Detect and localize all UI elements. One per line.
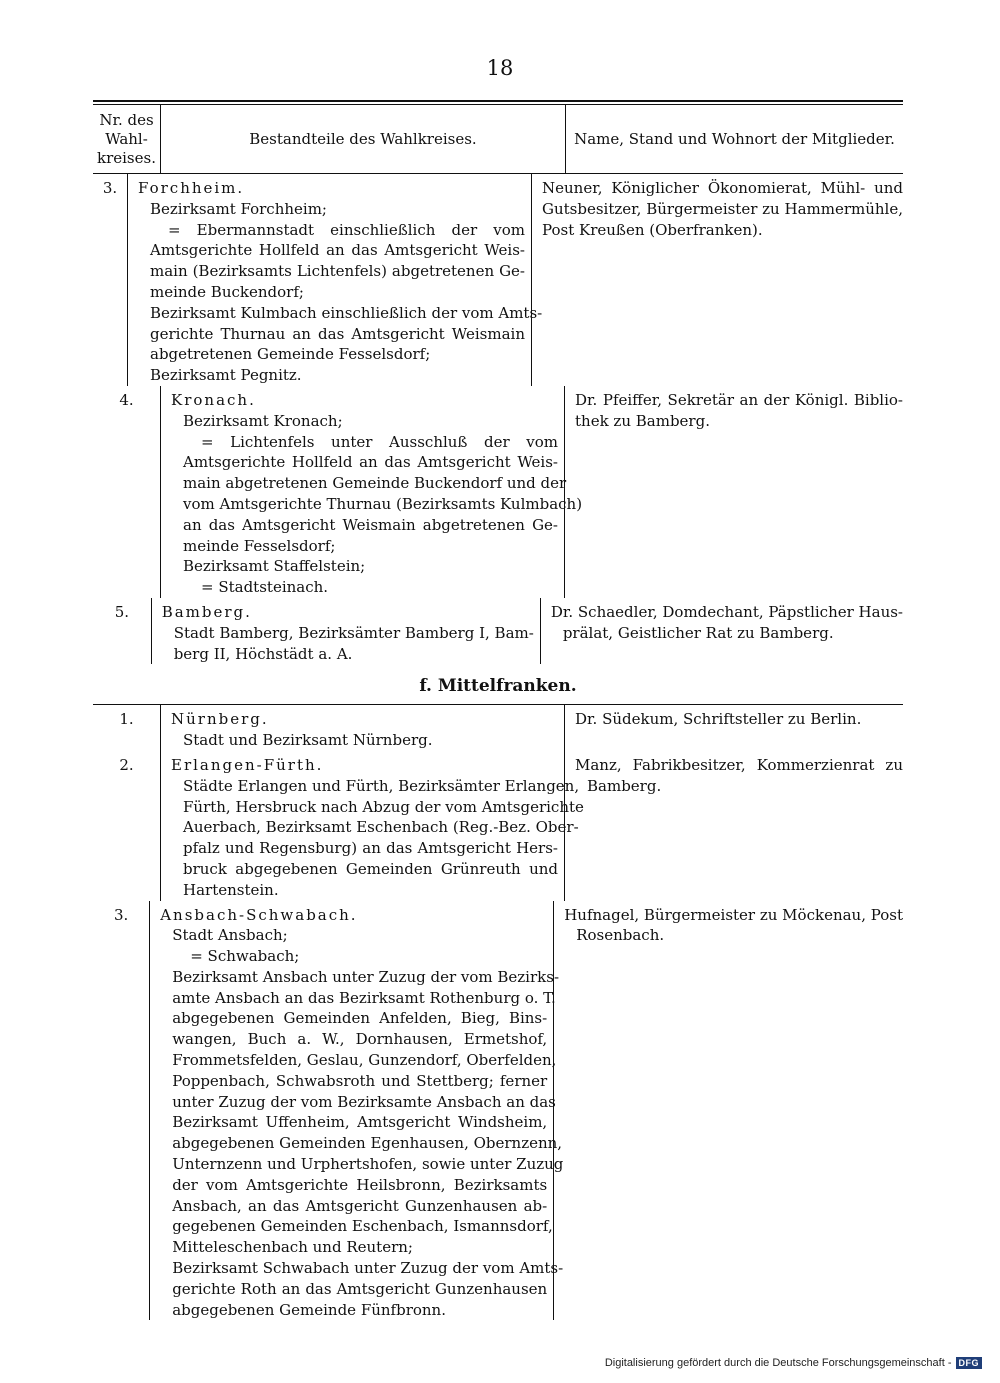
district-name: Erlangen-Fürth. — [171, 755, 324, 774]
component-line: Poppenbach, Schwabsroth und Stettberg; ferner — [172, 1071, 548, 1090]
member-line: Gutsbesitzer, Bürgermeister zu Hammermühle, — [542, 199, 903, 218]
component-line: abgetretenen Gemeinde Fesselsdorf; — [150, 345, 431, 364]
district-number: 3. — [113, 905, 129, 924]
component-line: abgegebenen Gemeinden Egenhausen, Obernzenn, — [172, 1134, 563, 1153]
member-line: Neuner, Königlicher Ökonomierat, Mühl- und — [542, 179, 903, 197]
component-line: Hartenstein. — [183, 880, 279, 899]
component-line: Stadt Bamberg, Bezirksämter Bamberg I, Bam- — [173, 623, 534, 642]
component-line: pfalz und Regensburg) an das Amtsgericht Hers- — [183, 839, 558, 858]
component-line: main (Bezirksamts Lichtenfels) abgetretenen Ge- — [150, 262, 525, 281]
component-line: Bezirksamt Pegnitz. — [150, 366, 302, 385]
section-title: f. Mittelfranken. — [419, 676, 577, 697]
dfg-logo: DFG — [956, 1357, 983, 1369]
component-line: Bezirksamt Staffelstein; — [183, 557, 366, 576]
component-line: Bezirksamt Kulmbach einschließlich der vom Amts- — [150, 303, 543, 322]
table-header — [93, 105, 903, 174]
district-name: Nürnberg. — [171, 710, 269, 729]
member-info — [540, 598, 903, 664]
component-line: gerichte Thurnau an das Amtsgericht Weismain — [150, 324, 525, 343]
member-line: Manz, Fabrikbesitzer, Kommerzienrat zu — [575, 755, 903, 774]
component-line: unter Zuzug der vom Bezirksamte Ansbach an das — [172, 1092, 556, 1111]
member-line: thek zu Bamberg. — [575, 411, 710, 430]
district-number: 1. — [119, 710, 134, 729]
component-line: gegebenen Gemeinden Eschenbach, Ismannsdorf, — [172, 1217, 553, 1236]
component-line: berg II, Höchstädt a. A. — [173, 644, 353, 663]
component-line: abgegebenen Gemeinden Anfelden, Bieg, Bins- — [172, 1009, 548, 1028]
table-row — [93, 386, 903, 598]
component-line: = Ebermannstadt einschließlich der vom — [168, 220, 525, 239]
component-line: abgegebenen Gemeinde Fünfbronn. — [172, 1300, 446, 1319]
footer-text: Digitalisierung gefördert durch die Deutsche Forschungsgemeinschaft - — [604, 1357, 952, 1369]
component-line: = Stadtsteinach. — [201, 578, 329, 597]
district-components — [160, 705, 564, 751]
component-line: main abgetretenen Gemeinde Buckendorf und der — [183, 474, 567, 493]
district-name: Forchheim. — [138, 179, 245, 197]
member-info — [553, 901, 903, 1321]
component-line: Ansbach, an das Amtsgericht Gunzenhausen ab- — [172, 1196, 548, 1215]
table-row — [93, 705, 903, 751]
table-row — [93, 174, 903, 386]
component-line: an das Amtsgericht Weismain abgetretenen Ge- — [183, 515, 558, 534]
district-name: Bamberg. — [161, 602, 252, 621]
table-top-rule — [93, 100, 903, 102]
member-info — [564, 386, 903, 598]
table-row — [93, 751, 903, 901]
component-line: wangen, Buch a. W., Dornhausen, Ermetshof, — [172, 1030, 548, 1049]
header-nr-line: Wahl- — [105, 129, 148, 148]
district-components — [151, 598, 540, 664]
member-info — [531, 174, 903, 386]
component-line: meinde Buckendorf; — [150, 282, 304, 301]
member-line: Dr. Südekum, Schriftsteller zu Berlin. — [575, 710, 862, 729]
component-line: der vom Amtsgerichte Heilsbronn, Bezirksamts — [172, 1175, 548, 1194]
component-line: Amtsgerichte Hollfeld an das Amtsgericht Weis- — [183, 453, 558, 472]
district-number: 4. — [119, 390, 134, 409]
header-bestandteile: Bestandteile des Wahlkreises. — [161, 105, 566, 173]
mittelfranken-rows — [93, 705, 903, 1320]
component-line: Bezirksamt Kronach; — [183, 411, 343, 430]
component-line: Bezirksamt Ansbach unter Zuzug der vom Bezirks- — [172, 967, 560, 986]
member-line: Dr. Pfeiffer, Sekretär an der Königl. Biblio- — [575, 390, 903, 409]
table-row — [93, 598, 903, 664]
district-name: Ansbach-Schwabach. — [160, 905, 358, 924]
member-info — [564, 705, 903, 751]
component-line: bruck abgegebenen Gemeinden Grünreuth und — [183, 859, 558, 878]
component-line: Bezirksamt Schwabach unter Zuzug der vom Amts- — [172, 1259, 564, 1278]
component-line: vom Amtsgerichte Thurnau (Bezirksamts Kulmbach) — [183, 494, 583, 513]
component-line: Stadt Ansbach; — [172, 926, 288, 945]
header-name: Name, Stand und Wohnort der Mitglieder. — [574, 129, 895, 148]
constituency-table — [93, 100, 903, 1320]
component-line: Amtsgerichte Hollfeld an das Amtsgericht Weis- — [150, 241, 525, 260]
component-line: Auerbach, Bezirksamt Eschenbach (Reg.-Bez. Ober- — [183, 818, 579, 837]
component-line: Bezirksamt Uffenheim, Amtsgericht Windsheim, — [172, 1113, 548, 1132]
table-row — [93, 901, 903, 1321]
district-number: 3. — [102, 179, 118, 197]
component-line: Stadt und Bezirksamt Nürnberg. — [183, 731, 433, 750]
member-line: Post Kreußen (Oberfranken). — [542, 220, 763, 239]
member-line: Rosenbach. — [576, 926, 665, 945]
component-line: Unternzenn und Urphertshofen, sowie unter Zuzug — [172, 1155, 564, 1174]
member-line: Bamberg. — [587, 776, 662, 795]
page-number: 18 — [486, 56, 514, 80]
component-line: = Lichtenfels unter Ausschluß der vom — [201, 432, 558, 451]
component-line: gerichte Roth an das Amtsgericht Gunzenhausen — [172, 1279, 548, 1298]
header-nr-line: Nr. des — [99, 110, 154, 129]
district-number: 5. — [114, 602, 129, 621]
member-line: prälat, Geistlicher Rat zu Bamberg. — [562, 623, 834, 642]
member-line: Dr. Schaedler, Domdechant, Päpstlicher Haus- — [550, 602, 903, 621]
oberfranken-rows — [93, 174, 903, 664]
component-line: Städte Erlangen und Fürth, Bezirksämter Erlangen, — [183, 776, 580, 795]
component-line: meinde Fesselsdorf; — [183, 536, 336, 555]
component-line: = Schwabach; — [190, 947, 300, 966]
component-line: Fürth, Hersbruck nach Abzug der vom Amtsgerichte — [183, 797, 584, 816]
district-components — [149, 901, 564, 1321]
header-nr-line: kreises. — [97, 148, 156, 167]
component-line: Frommetsfelden, Geslau, Gunzendorf, Oberfelden, — [172, 1051, 557, 1070]
district-components — [160, 386, 583, 598]
district-components — [127, 174, 543, 386]
member-line: Hufnagel, Bürgermeister zu Möckenau, Post — [564, 905, 903, 924]
footer — [605, 1357, 982, 1369]
header-nr — [93, 105, 161, 173]
district-name: Kronach. — [171, 390, 256, 409]
component-line: Mitteleschenbach und Reutern; — [172, 1238, 413, 1257]
district-number: 2. — [119, 755, 134, 774]
component-line: Bezirksamt Forchheim; — [150, 199, 327, 218]
member-info — [564, 751, 903, 901]
component-line: amte Ansbach an das Bezirksamt Rothenburg o. T. — [172, 988, 556, 1007]
district-components — [160, 751, 584, 901]
